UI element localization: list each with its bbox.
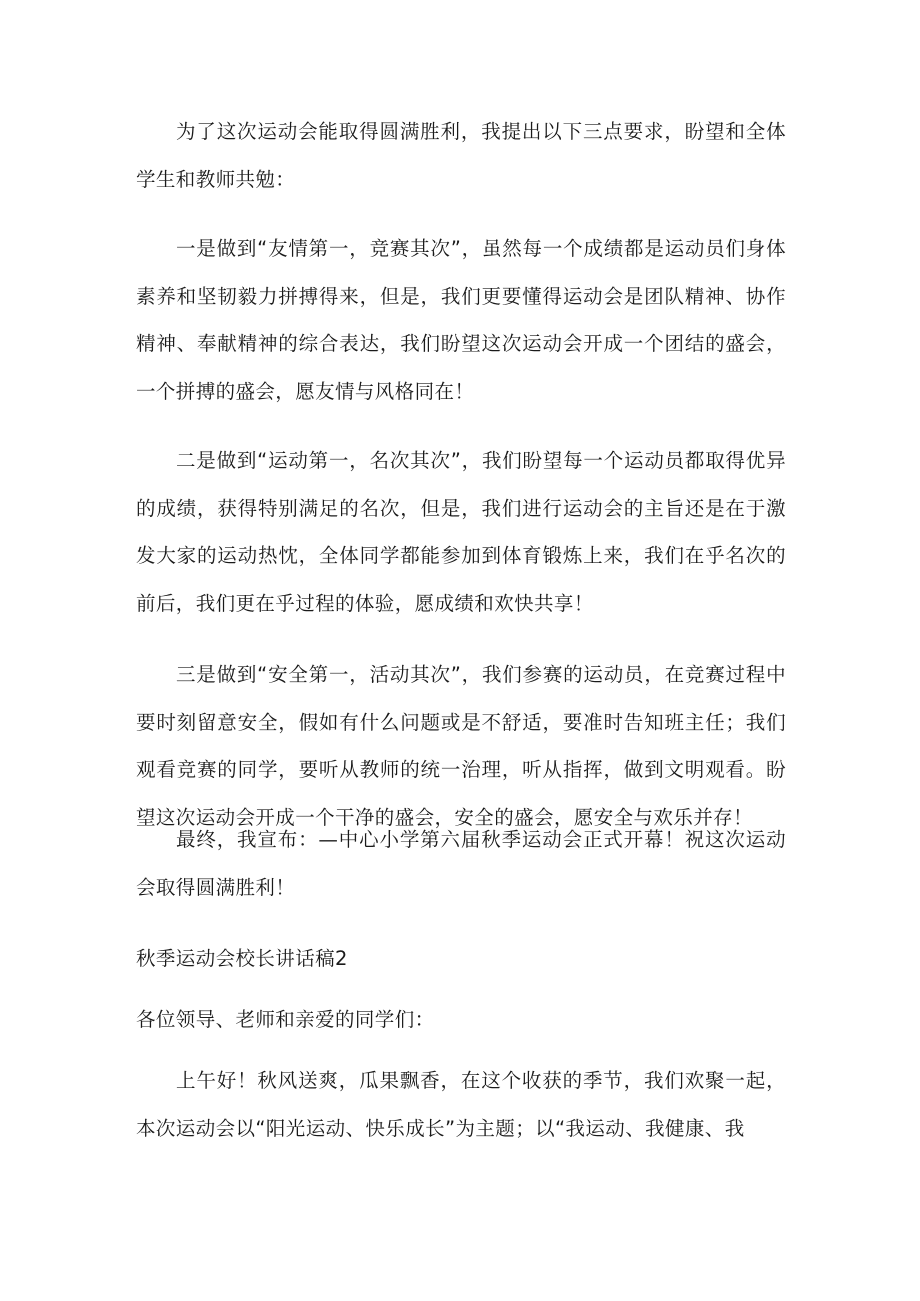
paragraph-point-one: 一是做到“友情第一，竞赛其次”，虽然每一个成绩都是运动员们身体素养和坚韧毅力拼搏得来，但是，我们更要懂得运动会是团队精神、协作精神、奉献精神的综合表达，我们盼望这次运动会开成一个团结的盛会，一个拼搏的盛会，愿友情与风格同在！ bbox=[136, 237, 786, 403]
paragraph-requirements-intro: 为了这次运动会能取得圆满胜利，我提出以下三点要求，盼望和全体学生和教师共勉： bbox=[136, 120, 786, 191]
paragraph-greeting: 上午好！秋风送爽，瓜果飘香，在这个收获的季节，我们欢聚一起，本次运动会以“阳光运动、快乐成长”为主题；以“我运动、我健康、我 bbox=[136, 1069, 786, 1140]
section-heading: 秋季运动会校长讲话稿2 bbox=[136, 947, 348, 970]
paragraph-point-two: 二是做到“运动第一，名次其次”，我们盼望每一个运动员都取得优异的成绩，获得特别满足的名次，但是，我们进行运动会的主旨还是在于激发大家的运动热忱，全体同学都能参加到体育锻炼上来，我们在乎名次的前后，我们更在乎过程的体验，愿成绩和欢快共享！ bbox=[136, 449, 786, 615]
paragraph-salutation: 各位领导、老师和亲爱的同学们： bbox=[136, 1008, 435, 1031]
paragraph-point-three: 三是做到“安全第一，活动其次”，我们参赛的运动员，在竞赛过程中要时刻留意安全，假如有什么问题或是不舒适，要准时告知班主任；我们观看竞赛的同学，要听从教师的统一治理，听从指挥，做到文明观看。盼望这次运动会开成一个干净的盛会，安全的盛会，愿安全与欢乐并存！ bbox=[136, 663, 786, 829]
paragraph-opening-declaration: 最终，我宣布：—中心小学第六届秋季运动会正式开幕！祝这次运动会取得圆满胜利！ bbox=[136, 828, 786, 899]
